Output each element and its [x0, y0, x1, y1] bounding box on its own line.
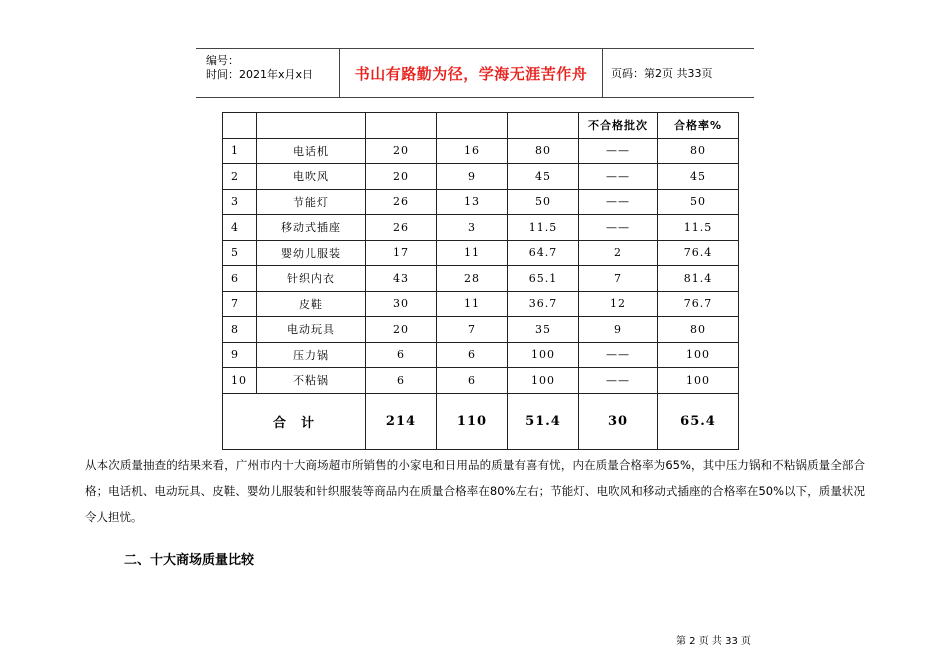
table-cell: 电话机 [257, 138, 366, 164]
table-cell: 12 [579, 291, 658, 317]
table-cell: 9 [579, 317, 658, 343]
table-cell: 8 [223, 317, 257, 343]
table-cell: 100 [508, 368, 579, 394]
header-page-info: 页码：第2页 共33页 [611, 67, 713, 80]
table-row [223, 291, 739, 317]
table-row [223, 368, 739, 394]
table-cell: 65.1 [508, 266, 579, 292]
table-cell: 20 [366, 164, 437, 190]
table-cell: 6 [223, 266, 257, 292]
table-cell: 6 [366, 368, 437, 394]
table-cell: 64.7 [508, 240, 579, 266]
total-cell: 214 [366, 393, 437, 449]
table-cell: 26 [366, 189, 437, 215]
table-cell: 2 [579, 240, 658, 266]
table-cell: 11.5 [508, 215, 579, 241]
table-row [223, 317, 739, 343]
table-cell: 81.4 [658, 266, 739, 292]
table-cell: 20 [366, 317, 437, 343]
table-cell: 80 [658, 138, 739, 164]
table-cell: 35 [508, 317, 579, 343]
table-cell: 3 [437, 215, 508, 241]
table-header-row [223, 113, 739, 139]
table-row [223, 342, 739, 368]
table-row [223, 240, 739, 266]
table-cell: 不粘锅 [257, 368, 366, 394]
table-header-cell [223, 113, 257, 139]
table-cell: 皮鞋 [257, 291, 366, 317]
table-cell: 10 [223, 368, 257, 394]
table-cell: 100 [658, 368, 739, 394]
table-cell: 100 [508, 342, 579, 368]
table-cell: —— [579, 189, 658, 215]
page-header [196, 48, 754, 98]
table-cell: 11 [437, 240, 508, 266]
table-cell: 婴幼儿服装 [257, 240, 366, 266]
total-cell: 30 [579, 393, 658, 449]
table-cell: —— [579, 164, 658, 190]
table-cell: 电动玩具 [257, 317, 366, 343]
table-row [223, 138, 739, 164]
table-cell: 80 [658, 317, 739, 343]
table-cell: —— [579, 342, 658, 368]
table-cell: 16 [437, 138, 508, 164]
page-footer: 第 2 页 共 33 页 [676, 636, 751, 647]
table-cell: 50 [508, 189, 579, 215]
table-cell: 17 [366, 240, 437, 266]
table-cell: —— [579, 138, 658, 164]
table-cell: 45 [658, 164, 739, 190]
summary-paragraph: 从本次质量抽查的结果来看，广州市内十大商场超市所销售的小家电和日用品的质量有喜有忧，内在质量合格率为65%，其中压力锅和不粘锅质量全部合格；电话机、电动玩具、皮鞋、婴幼儿服装和针织服装等商品内在质量合格率在80%左右；节能灯、电吹风和移动式插座的合格率在50%以下，质量状况令人担忧。 [85, 458, 865, 524]
table-total-row [223, 393, 739, 449]
table-cell: —— [579, 215, 658, 241]
section-heading: 二、十大商场质量比较 [124, 553, 255, 568]
table-row [223, 164, 739, 190]
table-cell: 9 [437, 164, 508, 190]
header-meta [196, 49, 340, 97]
table-cell: 6 [437, 342, 508, 368]
table-cell: 11 [437, 291, 508, 317]
total-cell: 110 [437, 393, 508, 449]
total-cell: 51.4 [508, 393, 579, 449]
table-cell: 压力锅 [257, 342, 366, 368]
table-header-cell [508, 113, 579, 139]
table-cell: —— [579, 368, 658, 394]
table-cell: 50 [658, 189, 739, 215]
table-cell: 36.7 [508, 291, 579, 317]
table-cell: 7 [579, 266, 658, 292]
table-cell: 43 [366, 266, 437, 292]
table-cell: 76.7 [658, 291, 739, 317]
table-cell: 6 [366, 342, 437, 368]
table-cell: 13 [437, 189, 508, 215]
table-cell: 7 [437, 317, 508, 343]
table-row [223, 215, 739, 241]
table-cell: 针织内衣 [257, 266, 366, 292]
table-cell: 3 [223, 189, 257, 215]
table-cell: 45 [508, 164, 579, 190]
table-cell: 28 [437, 266, 508, 292]
table-header-cell: 不合格批次 [579, 113, 658, 139]
table-cell: 80 [508, 138, 579, 164]
total-cell: 65.4 [658, 393, 739, 449]
table-cell: 2 [223, 164, 257, 190]
table-cell: 7 [223, 291, 257, 317]
table-header-cell [366, 113, 437, 139]
table-cell: 100 [658, 342, 739, 368]
serial-label: 编号： [206, 54, 239, 67]
table-header-cell [437, 113, 508, 139]
quality-table [222, 112, 739, 450]
total-label: 合 计 [223, 393, 366, 449]
table-header-cell: 合格率% [658, 113, 739, 139]
time-label: 时间：2021年x月x日 [206, 68, 314, 81]
table-cell: 30 [366, 291, 437, 317]
table-header-cell [257, 113, 366, 139]
table-row [223, 266, 739, 292]
table-cell: 电吹风 [257, 164, 366, 190]
header-motto: 书山有路勤为径，学海无涯苦作舟 [340, 49, 603, 97]
table-cell: 1 [223, 138, 257, 164]
table-cell: 移动式插座 [257, 215, 366, 241]
table-cell: 4 [223, 215, 257, 241]
table-cell: 11.5 [658, 215, 739, 241]
table-cell: 6 [437, 368, 508, 394]
table-cell: 5 [223, 240, 257, 266]
table-cell: 76.4 [658, 240, 739, 266]
table-cell: 26 [366, 215, 437, 241]
table-cell: 20 [366, 138, 437, 164]
table-row [223, 189, 739, 215]
table-cell: 9 [223, 342, 257, 368]
table-cell: 节能灯 [257, 189, 366, 215]
